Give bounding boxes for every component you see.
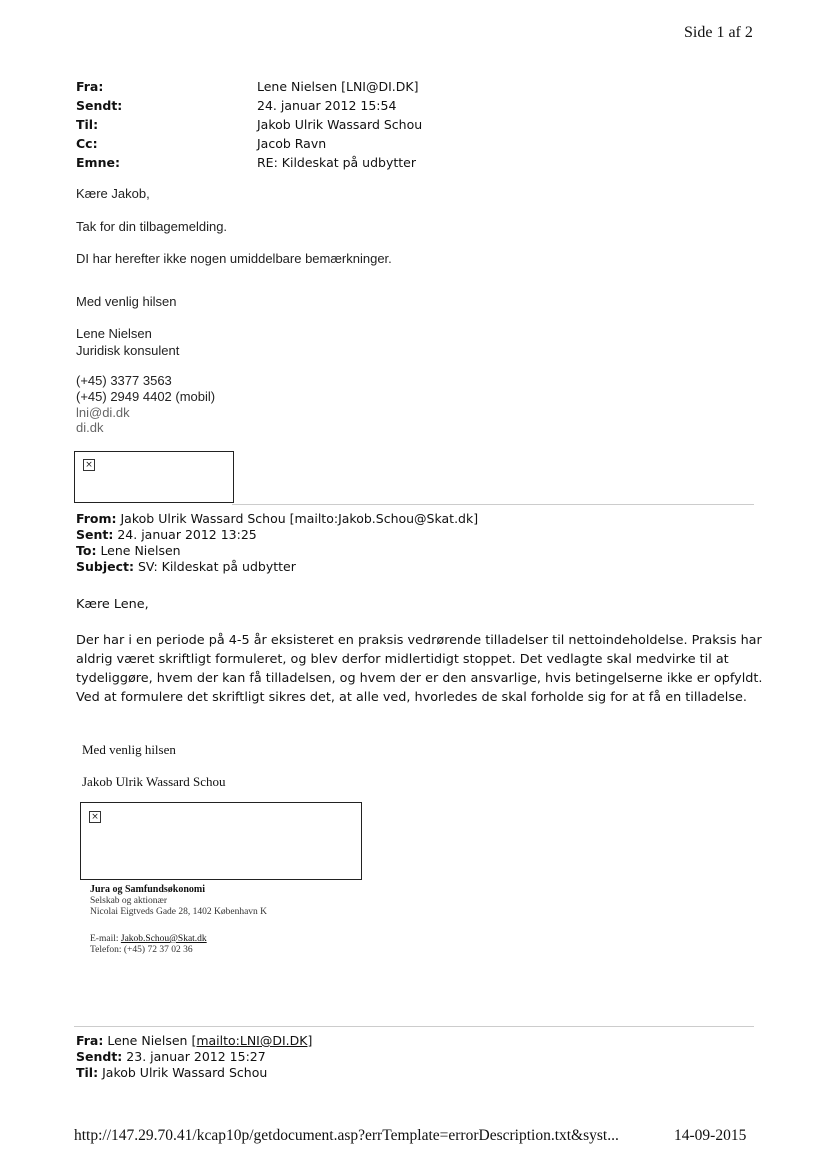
page-number: Side 1 af 2 — [684, 24, 753, 41]
broken-image-icon: × — [89, 811, 101, 823]
first-closing: Med venlig hilsen — [76, 294, 177, 309]
third-from-line — [76, 1033, 312, 1048]
paragraph-line-1: Der har i en periode på 4-5 år eksisteret en praksis vedrørende tilladelser til nettoindeholdelse. Praksis har — [76, 633, 762, 648]
third-sent-label: Sendt: — [76, 1049, 123, 1064]
broken-image-icon: × — [83, 459, 95, 471]
signature-line-2: Nicolai Eigtveds Gade 28, 1402 København K — [90, 907, 268, 917]
first-sender-title: Juridisk konsulent — [76, 343, 180, 358]
signature-email-label: E-mail: — [90, 934, 119, 944]
third-sent-value: 23. januar 2012 15:27 — [126, 1049, 266, 1064]
sent-line — [76, 527, 257, 542]
sent-value: 24. januar 2012 13:25 — [117, 527, 257, 542]
header-value-cc: Jacob Ravn — [257, 136, 327, 151]
footer-url: http://147.29.70.41/kcap10p/getdocument.asp?errTemplate=errorDescription.txt&syst... — [74, 1127, 619, 1144]
image-placeholder — [74, 451, 234, 503]
separator — [74, 1026, 754, 1027]
first-line-1: Tak for din tilbagemelding. — [76, 219, 228, 234]
first-greeting: Kære Jakob, — [76, 186, 150, 201]
paragraph-line-3: tydeliggøre, hvem der kan få tilladelsen, og hvem der er den ansvarlige, hvis betingelserne ikke er opfyldt. — [76, 671, 763, 686]
header-label-emne: Emne: — [76, 155, 120, 170]
third-to-value: Jakob Ulrik Wassard Schou — [102, 1065, 268, 1080]
subject-value: SV: Kildeskat på udbytter — [137, 559, 296, 574]
signature-dept: Jura og Samfundsøkonomi — [90, 884, 206, 895]
first-sender-email[interactable]: lni@di.dk — [76, 405, 130, 420]
separator — [232, 504, 754, 505]
first-sender-name: Lene Nielsen — [76, 326, 152, 341]
header-label-til: Til: — [76, 117, 99, 132]
third-to-label: Til: — [76, 1065, 99, 1080]
paragraph-line-4: Ved at formulere det skriftligt sikres det, at alle ved, hvorledes de skal forholde sig for at få en tilladelse. — [76, 690, 747, 705]
paragraph-line-2: aldrig været skriftligt formuleret, og blev derfor midlertidigt stoppet. Det vedlagte skal medvirke til at — [76, 652, 729, 667]
signature-line-1: Selskab og aktionær — [90, 896, 168, 906]
header-value-til: Jakob Ulrik Wassard Schou — [257, 117, 423, 132]
first-sender-web[interactable]: di.dk — [76, 420, 104, 435]
header-value-sendt: 24. januar 2012 15:54 — [257, 98, 397, 113]
header-label-sendt: Sendt: — [76, 98, 123, 113]
third-from-label: Fra: — [76, 1033, 104, 1048]
third-to-line — [76, 1065, 267, 1080]
second-greeting: Kære Lene, — [76, 597, 149, 612]
signature-phone: Telefon: (+45) 72 37 02 36 — [90, 945, 193, 955]
from-label: From: — [76, 511, 117, 526]
first-sender-phone: (+45) 3377 3563 — [76, 373, 172, 388]
subject-line — [76, 559, 296, 574]
to-label: To: — [76, 543, 97, 558]
sent-label: Sent: — [76, 527, 114, 542]
header-value-emne: RE: Kildeskat på udbytter — [257, 155, 416, 170]
footer-date: 14-09-2015 — [674, 1127, 747, 1144]
third-from-mailto-link[interactable]: [mailto:LNI@DI.DK] — [191, 1033, 313, 1048]
header-label-fra: Fra: — [76, 79, 104, 94]
header-value-fra: Lene Nielsen [LNI@DI.DK] — [257, 79, 419, 94]
signature-image-placeholder — [80, 802, 362, 880]
first-sender-mobile: (+45) 2949 4402 (mobil) — [76, 389, 216, 404]
signature-email-link[interactable]: Jakob.Schou@Skat.dk — [120, 934, 207, 944]
third-from-name: Lene Nielsen — [107, 1033, 188, 1048]
third-sent-line — [76, 1049, 266, 1064]
to-line — [76, 543, 181, 558]
second-closing: Med venlig hilsen — [82, 742, 176, 757]
from-value: Jakob Ulrik Wassard Schou [mailto:Jakob.Schou@Skat.dk] — [120, 511, 479, 526]
from-line — [76, 511, 478, 526]
second-sender-name: Jakob Ulrik Wassard Schou — [82, 774, 226, 789]
header-label-cc: Cc: — [76, 136, 98, 151]
first-line-2: DI har herefter ikke nogen umiddelbare bemærkninger. — [76, 251, 392, 266]
subject-label: Subject: — [76, 559, 134, 574]
to-value: Lene Nielsen — [100, 543, 181, 558]
signature-email-line — [90, 934, 207, 945]
